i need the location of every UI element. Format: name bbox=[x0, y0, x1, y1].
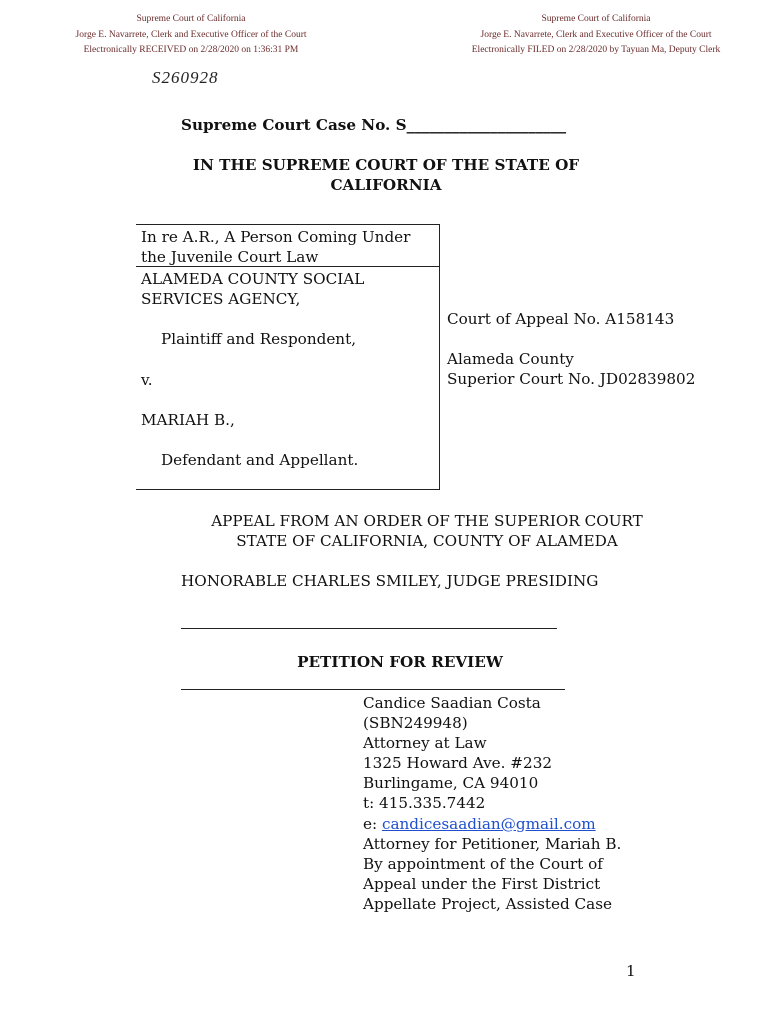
attorney-bar-number: (SBN249948) bbox=[363, 714, 468, 732]
appointment-line-1: By appointment of the Court of bbox=[363, 855, 603, 873]
attorney-role: Attorney for Petitioner, Mariah B. bbox=[363, 835, 622, 853]
attorney-phone: t: 415.335.7442 bbox=[363, 794, 486, 812]
defendant: MARIAH B., bbox=[141, 411, 235, 429]
stamp-line: Jorge E. Navarrete, Clerk and Executive Officer of the Court bbox=[480, 29, 712, 40]
plaintiff-role: Plaintiff and Respondent, bbox=[161, 330, 357, 348]
court-of-appeal-number: Court of Appeal No. A158143 bbox=[447, 310, 675, 328]
stamp-line: Jorge E. Navarrete, Clerk and Executive Officer of the Court bbox=[75, 29, 307, 40]
appointment-line-2: Appeal under the First District bbox=[363, 875, 601, 893]
stamp-line: Electronically FILED on 2/28/2020 by Tayuan Ma, Deputy Clerk bbox=[471, 45, 721, 55]
court-heading-line-1: IN THE SUPREME COURT OF THE STATE OF bbox=[192, 156, 580, 174]
in-re-line-1: In re A.R., A Person Coming Under bbox=[141, 228, 411, 246]
stamp-line: Supreme Court of California bbox=[136, 14, 246, 24]
filed-stamp bbox=[446, 12, 746, 59]
attorney-city: Burlingame, CA 94010 bbox=[363, 774, 539, 792]
plaintiff-line-1: ALAMEDA COUNTY SOCIAL bbox=[141, 270, 365, 288]
attorney-title: Attorney at Law bbox=[363, 734, 487, 752]
page-number: 1 bbox=[626, 962, 636, 980]
email-prefix: e: bbox=[363, 815, 382, 833]
defendant-role: Defendant and Appellant. bbox=[161, 451, 359, 469]
attorney-street: 1325 Howard Ave. #232 bbox=[363, 754, 553, 772]
attorney-name: Candice Saadian Costa bbox=[363, 694, 541, 712]
appeal-line-2: STATE OF CALIFORNIA, COUNTY OF ALAMEDA bbox=[236, 532, 618, 550]
superior-court-county: Alameda County bbox=[447, 350, 574, 368]
separator-rule bbox=[181, 628, 557, 629]
appeal-line-1: APPEAL FROM AN ORDER OF THE SUPERIOR COURT bbox=[211, 512, 643, 530]
document-title: PETITION FOR REVIEW bbox=[297, 653, 503, 671]
plaintiff-line-2: SERVICES AGENCY, bbox=[141, 290, 301, 308]
versus: v. bbox=[141, 371, 153, 389]
case-number-line: Supreme Court Case No. S_____________________ bbox=[181, 116, 567, 134]
judge-line: HONORABLE CHARLES SMILEY, JUDGE PRESIDING bbox=[181, 572, 599, 590]
attorney-email-line bbox=[363, 814, 596, 834]
received-stamp bbox=[41, 12, 341, 59]
in-re-line-2: the Juvenile Court Law bbox=[141, 248, 319, 266]
stamp-line: Electronically RECEIVED on 2/28/2020 on 1:36:31 PM bbox=[83, 45, 299, 55]
court-heading-line-2: CALIFORNIA bbox=[330, 176, 442, 194]
stamp-line: Supreme Court of California bbox=[541, 14, 651, 24]
docket-number: S260928 bbox=[152, 68, 219, 87]
separator-rule bbox=[181, 689, 565, 690]
superior-court-number: Superior Court No. JD02839802 bbox=[447, 370, 696, 388]
appointment-line-3: Appellate Project, Assisted Case bbox=[363, 895, 612, 913]
email-link[interactable]: candicesaadian@gmail.com bbox=[381, 815, 596, 833]
